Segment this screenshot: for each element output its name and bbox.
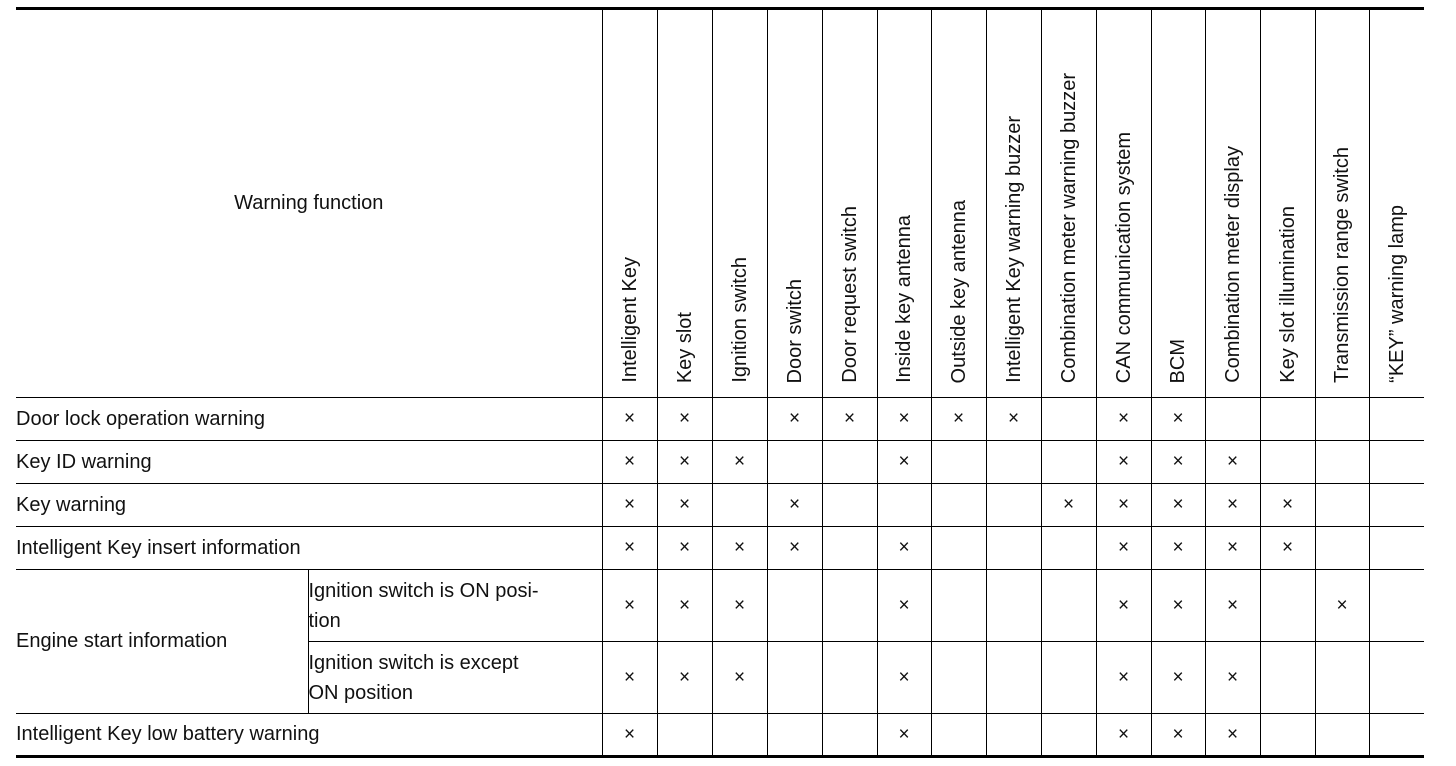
- empty-cell: [986, 441, 1041, 484]
- empty-cell: [1315, 484, 1369, 527]
- column-header: [1260, 9, 1315, 398]
- empty-cell: [931, 570, 986, 642]
- empty-cell: [767, 714, 822, 757]
- check-mark-cell: ×: [1151, 642, 1205, 714]
- table-row: [16, 527, 1424, 570]
- sub-row-label-line: tion: [308, 609, 341, 632]
- check-mark-cell: ×: [657, 484, 712, 527]
- row-label: Intelligent Key low battery warning: [16, 714, 602, 757]
- empty-cell: [931, 484, 986, 527]
- column-header-label: Door request switch: [838, 206, 861, 383]
- column-header-label: Door switch: [783, 278, 806, 383]
- empty-cell: [1260, 398, 1315, 441]
- check-mark-cell: ×: [602, 714, 657, 757]
- row-label: Intelligent Key insert information: [16, 527, 602, 570]
- empty-cell: [931, 441, 986, 484]
- empty-cell: [822, 527, 877, 570]
- check-mark-cell: ×: [877, 642, 931, 714]
- table-row: [16, 570, 1424, 642]
- empty-cell: [1260, 714, 1315, 757]
- warning-function-header: Warning function: [16, 9, 602, 398]
- column-header: [767, 9, 822, 398]
- empty-cell: [657, 714, 712, 757]
- empty-cell: [1315, 398, 1369, 441]
- header-row: [16, 9, 1424, 398]
- empty-cell: [931, 642, 986, 714]
- check-mark-cell: ×: [657, 398, 712, 441]
- column-header-label: Inside key antenna: [893, 215, 915, 383]
- check-mark-cell: ×: [1205, 714, 1260, 757]
- warning-function-table: [16, 7, 1424, 758]
- empty-cell: [1315, 642, 1369, 714]
- empty-cell: [1315, 527, 1369, 570]
- column-header: [1151, 9, 1205, 398]
- column-header-label: CAN communication system: [1112, 131, 1135, 383]
- check-mark-cell: ×: [1205, 642, 1260, 714]
- check-mark-cell: ×: [712, 642, 767, 714]
- column-header: [1096, 9, 1151, 398]
- column-header: [877, 9, 931, 398]
- row-label: Key ID warning: [16, 441, 602, 484]
- table-row: [16, 398, 1424, 441]
- check-mark-cell: ×: [1205, 441, 1260, 484]
- check-mark-cell: ×: [602, 570, 657, 642]
- check-mark-cell: ×: [1151, 441, 1205, 484]
- empty-cell: [1260, 441, 1315, 484]
- column-header: [1369, 9, 1424, 398]
- empty-cell: [1369, 714, 1424, 757]
- check-mark-cell: ×: [877, 570, 931, 642]
- check-mark-cell: ×: [1096, 527, 1151, 570]
- column-header: [712, 9, 767, 398]
- check-mark-cell: ×: [877, 527, 931, 570]
- column-header-label: Intelligent Key: [618, 257, 641, 383]
- check-mark-cell: ×: [1096, 441, 1151, 484]
- empty-cell: [986, 484, 1041, 527]
- empty-cell: [1260, 570, 1315, 642]
- check-mark-cell: ×: [602, 642, 657, 714]
- empty-cell: [1041, 441, 1096, 484]
- row-label: Engine start information: [16, 570, 308, 714]
- empty-cell: [712, 398, 767, 441]
- empty-cell: [1315, 441, 1369, 484]
- column-header-label: Transmission range switch: [1331, 146, 1353, 383]
- empty-cell: [1205, 398, 1260, 441]
- column-header-label: BCM: [1167, 338, 1189, 383]
- empty-cell: [822, 570, 877, 642]
- empty-cell: [986, 714, 1041, 757]
- sub-row-label: [308, 570, 602, 642]
- empty-cell: [822, 714, 877, 757]
- check-mark-cell: ×: [1096, 570, 1151, 642]
- table-row: [16, 714, 1424, 757]
- row-label: Door lock operation warning: [16, 398, 602, 441]
- check-mark-cell: ×: [1205, 570, 1260, 642]
- empty-cell: [1260, 642, 1315, 714]
- empty-cell: [1369, 642, 1424, 714]
- check-mark-cell: ×: [1151, 527, 1205, 570]
- check-mark-cell: ×: [1096, 714, 1151, 757]
- check-mark-cell: ×: [1315, 570, 1369, 642]
- check-mark-cell: ×: [877, 398, 931, 441]
- table-body: [16, 398, 1424, 757]
- check-mark-cell: ×: [1096, 398, 1151, 441]
- empty-cell: [1041, 642, 1096, 714]
- empty-cell: [1041, 398, 1096, 441]
- check-mark-cell: ×: [712, 441, 767, 484]
- check-mark-cell: ×: [657, 570, 712, 642]
- empty-cell: [767, 570, 822, 642]
- check-mark-cell: ×: [657, 441, 712, 484]
- sub-row-label-line: Ignition switch is except: [308, 651, 519, 674]
- sub-row-label-line: ON position: [308, 681, 413, 704]
- empty-cell: [986, 570, 1041, 642]
- empty-cell: [1041, 570, 1096, 642]
- empty-cell: [712, 484, 767, 527]
- empty-cell: [1369, 441, 1424, 484]
- check-mark-cell: ×: [877, 441, 931, 484]
- column-header: [1041, 9, 1096, 398]
- column-header: [822, 9, 877, 398]
- column-header-label: Combination meter warning buzzer: [1057, 72, 1080, 383]
- empty-cell: [767, 642, 822, 714]
- column-header-label: Combination meter display: [1221, 146, 1244, 383]
- check-mark-cell: ×: [1151, 484, 1205, 527]
- check-mark-cell: ×: [602, 398, 657, 441]
- empty-cell: [1369, 570, 1424, 642]
- sub-row-label: [308, 642, 602, 714]
- check-mark-cell: ×: [931, 398, 986, 441]
- check-mark-cell: ×: [657, 642, 712, 714]
- column-header: [931, 9, 986, 398]
- empty-cell: [1369, 484, 1424, 527]
- check-mark-cell: ×: [602, 527, 657, 570]
- empty-cell: [822, 441, 877, 484]
- check-mark-cell: ×: [1151, 714, 1205, 757]
- column-header: [1205, 9, 1260, 398]
- empty-cell: [1041, 527, 1096, 570]
- empty-cell: [1041, 714, 1096, 757]
- check-mark-cell: ×: [1041, 484, 1096, 527]
- empty-cell: [822, 642, 877, 714]
- check-mark-cell: ×: [1260, 484, 1315, 527]
- empty-cell: [1369, 527, 1424, 570]
- column-header-label: Key slot: [673, 311, 696, 383]
- empty-cell: [767, 441, 822, 484]
- column-header-label: Intelligent Key warning buzzer: [1002, 116, 1025, 383]
- column-header: [1315, 9, 1369, 398]
- check-mark-cell: ×: [602, 441, 657, 484]
- table-row: [16, 484, 1424, 527]
- empty-cell: [1369, 398, 1424, 441]
- check-mark-cell: ×: [986, 398, 1041, 441]
- check-mark-cell: ×: [602, 484, 657, 527]
- check-mark-cell: ×: [657, 527, 712, 570]
- empty-cell: [931, 527, 986, 570]
- empty-cell: [986, 642, 1041, 714]
- check-mark-cell: ×: [767, 398, 822, 441]
- check-mark-cell: ×: [1151, 570, 1205, 642]
- check-mark-cell: ×: [767, 484, 822, 527]
- check-mark-cell: ×: [1205, 484, 1260, 527]
- row-label: Key warning: [16, 484, 602, 527]
- column-header-label: Key slot illumination: [1276, 206, 1299, 383]
- check-mark-cell: ×: [1096, 642, 1151, 714]
- check-mark-cell: ×: [712, 570, 767, 642]
- empty-cell: [712, 714, 767, 757]
- column-header: [986, 9, 1041, 398]
- column-header: [657, 9, 712, 398]
- empty-cell: [877, 484, 931, 527]
- column-header-label: “KEY” warning lamp: [1385, 205, 1408, 383]
- table-row: [16, 441, 1424, 484]
- column-header: [602, 9, 657, 398]
- check-mark-cell: ×: [767, 527, 822, 570]
- empty-cell: [986, 527, 1041, 570]
- check-mark-cell: ×: [877, 714, 931, 757]
- sub-row-label-line: Ignition switch is ON posi-: [308, 579, 539, 602]
- empty-cell: [822, 484, 877, 527]
- check-mark-cell: ×: [1260, 527, 1315, 570]
- empty-cell: [931, 714, 986, 757]
- check-mark-cell: ×: [712, 527, 767, 570]
- empty-cell: [1315, 714, 1369, 757]
- check-mark-cell: ×: [1151, 398, 1205, 441]
- check-mark-cell: ×: [822, 398, 877, 441]
- column-header-label: Ignition switch: [728, 257, 751, 383]
- column-header-label: Outside key antenna: [947, 199, 970, 383]
- check-mark-cell: ×: [1205, 527, 1260, 570]
- check-mark-cell: ×: [1096, 484, 1151, 527]
